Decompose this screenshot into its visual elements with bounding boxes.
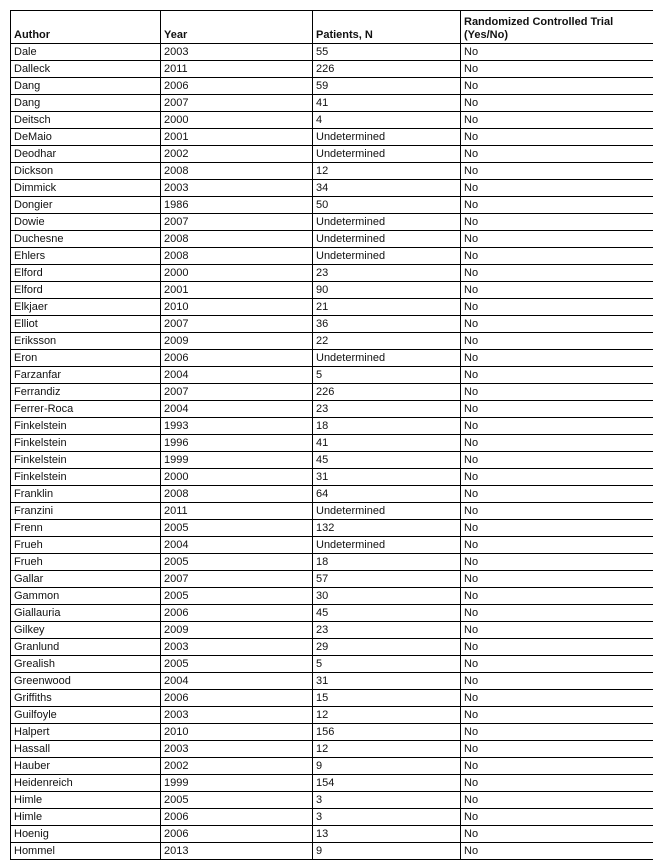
- cell-author: Frueh: [11, 554, 161, 571]
- cell-author: Elford: [11, 265, 161, 282]
- cell-patients: Undetermined: [313, 350, 461, 367]
- cell-patients: 21: [313, 299, 461, 316]
- header-row: [11, 11, 653, 44]
- table-row: [11, 384, 653, 401]
- table-row: [11, 299, 653, 316]
- cell-author: Gammon: [11, 588, 161, 605]
- cell-year: 2013: [161, 843, 313, 860]
- cell-year: 2000: [161, 469, 313, 486]
- cell-year: 2002: [161, 758, 313, 775]
- cell-patients: 55: [313, 44, 461, 61]
- cell-author: Duchesne: [11, 231, 161, 248]
- cell-patients: 226: [313, 384, 461, 401]
- cell-rct: No: [461, 554, 653, 571]
- cell-rct: No: [461, 724, 653, 741]
- cell-author: Giallauria: [11, 605, 161, 622]
- cell-year: 2006: [161, 690, 313, 707]
- table-row: [11, 418, 653, 435]
- table-row: [11, 112, 653, 129]
- cell-patients: Undetermined: [313, 214, 461, 231]
- cell-patients: 31: [313, 673, 461, 690]
- cell-patients: 226: [313, 61, 461, 78]
- cell-author: Dickson: [11, 163, 161, 180]
- cell-year: 1986: [161, 197, 313, 214]
- cell-author: Griffiths: [11, 690, 161, 707]
- cell-rct: No: [461, 520, 653, 537]
- cell-patients: 64: [313, 486, 461, 503]
- cell-patients: 45: [313, 452, 461, 469]
- cell-rct: No: [461, 163, 653, 180]
- cell-author: Dalleck: [11, 61, 161, 78]
- cell-year: 2005: [161, 656, 313, 673]
- cell-author: Dang: [11, 95, 161, 112]
- cell-rct: No: [461, 503, 653, 520]
- cell-patients: 15: [313, 690, 461, 707]
- cell-author: Grealish: [11, 656, 161, 673]
- cell-rct: No: [461, 248, 653, 265]
- cell-rct: No: [461, 418, 653, 435]
- cell-patients: 18: [313, 418, 461, 435]
- cell-year: 2004: [161, 537, 313, 554]
- cell-rct: No: [461, 639, 653, 656]
- cell-rct: No: [461, 707, 653, 724]
- table-header: [11, 11, 653, 44]
- cell-author: Deodhar: [11, 146, 161, 163]
- cell-rct: No: [461, 265, 653, 282]
- cell-rct: No: [461, 350, 653, 367]
- cell-patients: 154: [313, 775, 461, 792]
- table-row: [11, 775, 653, 792]
- cell-rct: No: [461, 588, 653, 605]
- cell-patients: 13: [313, 826, 461, 843]
- cell-year: 2005: [161, 792, 313, 809]
- cell-rct: No: [461, 214, 653, 231]
- cell-year: 2003: [161, 639, 313, 656]
- cell-patients: 12: [313, 707, 461, 724]
- table-row: [11, 486, 653, 503]
- cell-author: Hoenig: [11, 826, 161, 843]
- cell-author: Hommel: [11, 843, 161, 860]
- cell-year: 1999: [161, 775, 313, 792]
- cell-year: 2007: [161, 316, 313, 333]
- cell-rct: No: [461, 843, 653, 860]
- table-row: [11, 44, 653, 61]
- cell-author: Dang: [11, 78, 161, 95]
- cell-author: DeMaio: [11, 129, 161, 146]
- cell-author: Gilkey: [11, 622, 161, 639]
- cell-author: Franzini: [11, 503, 161, 520]
- column-header-patients: Patients, N: [313, 11, 461, 44]
- cell-rct: No: [461, 401, 653, 418]
- table-row: [11, 622, 653, 639]
- cell-rct: No: [461, 299, 653, 316]
- table-row: [11, 367, 653, 384]
- cell-patients: 4: [313, 112, 461, 129]
- cell-year: 2000: [161, 265, 313, 282]
- cell-patients: 23: [313, 622, 461, 639]
- table-row: [11, 265, 653, 282]
- cell-year: 2011: [161, 503, 313, 520]
- cell-year: 2004: [161, 673, 313, 690]
- cell-rct: No: [461, 316, 653, 333]
- cell-patients: 41: [313, 95, 461, 112]
- cell-patients: 156: [313, 724, 461, 741]
- cell-year: 2004: [161, 401, 313, 418]
- table-row: [11, 724, 653, 741]
- cell-year: 2007: [161, 571, 313, 588]
- cell-patients: 36: [313, 316, 461, 333]
- cell-author: Frenn: [11, 520, 161, 537]
- cell-rct: No: [461, 486, 653, 503]
- cell-year: 2003: [161, 180, 313, 197]
- cell-patients: 34: [313, 180, 461, 197]
- cell-year: 2007: [161, 384, 313, 401]
- cell-rct: No: [461, 180, 653, 197]
- cell-author: Himle: [11, 792, 161, 809]
- cell-patients: 45: [313, 605, 461, 622]
- cell-rct: No: [461, 758, 653, 775]
- cell-patients: Undetermined: [313, 537, 461, 554]
- cell-rct: No: [461, 435, 653, 452]
- cell-author: Ferrer-Roca: [11, 401, 161, 418]
- table-row: [11, 537, 653, 554]
- cell-rct: No: [461, 741, 653, 758]
- cell-year: 2010: [161, 299, 313, 316]
- cell-rct: No: [461, 61, 653, 78]
- cell-rct: No: [461, 146, 653, 163]
- studies-table: [10, 10, 653, 860]
- cell-patients: 57: [313, 571, 461, 588]
- cell-patients: 30: [313, 588, 461, 605]
- cell-patients: Undetermined: [313, 231, 461, 248]
- cell-rct: No: [461, 605, 653, 622]
- cell-year: 2005: [161, 554, 313, 571]
- cell-year: 2004: [161, 367, 313, 384]
- cell-patients: 23: [313, 401, 461, 418]
- cell-rct: No: [461, 775, 653, 792]
- cell-author: Dowie: [11, 214, 161, 231]
- cell-rct: No: [461, 231, 653, 248]
- cell-year: 2006: [161, 78, 313, 95]
- table-row: [11, 588, 653, 605]
- table-body: [11, 44, 653, 860]
- cell-patients: 12: [313, 163, 461, 180]
- cell-patients: 31: [313, 469, 461, 486]
- cell-author: Heidenreich: [11, 775, 161, 792]
- table-row: [11, 503, 653, 520]
- cell-author: Frueh: [11, 537, 161, 554]
- cell-patients: 41: [313, 435, 461, 452]
- table-row: [11, 163, 653, 180]
- cell-year: 1996: [161, 435, 313, 452]
- cell-year: 2009: [161, 333, 313, 350]
- table-row: [11, 214, 653, 231]
- cell-patients: 23: [313, 265, 461, 282]
- cell-patients: 9: [313, 758, 461, 775]
- cell-patients: 18: [313, 554, 461, 571]
- cell-author: Dale: [11, 44, 161, 61]
- table-row: [11, 95, 653, 112]
- cell-year: 2006: [161, 605, 313, 622]
- cell-year: 2008: [161, 231, 313, 248]
- cell-year: 2009: [161, 622, 313, 639]
- cell-year: 2005: [161, 588, 313, 605]
- cell-author: Elford: [11, 282, 161, 299]
- cell-patients: Undetermined: [313, 146, 461, 163]
- table-row: [11, 571, 653, 588]
- cell-patients: 9: [313, 843, 461, 860]
- table-row: [11, 248, 653, 265]
- column-header-author: Author: [11, 11, 161, 44]
- cell-rct: No: [461, 367, 653, 384]
- cell-rct: No: [461, 333, 653, 350]
- cell-patients: 29: [313, 639, 461, 656]
- cell-year: 1993: [161, 418, 313, 435]
- table-row: [11, 826, 653, 843]
- cell-year: 2001: [161, 129, 313, 146]
- cell-year: 2001: [161, 282, 313, 299]
- cell-rct: No: [461, 95, 653, 112]
- cell-author: Hauber: [11, 758, 161, 775]
- cell-author: Eriksson: [11, 333, 161, 350]
- cell-year: 2003: [161, 707, 313, 724]
- cell-patients: 59: [313, 78, 461, 95]
- cell-rct: No: [461, 469, 653, 486]
- table-row: [11, 758, 653, 775]
- cell-patients: 3: [313, 809, 461, 826]
- cell-author: Farzanfar: [11, 367, 161, 384]
- table-row: [11, 146, 653, 163]
- cell-year: 2010: [161, 724, 313, 741]
- cell-rct: No: [461, 384, 653, 401]
- cell-patients: Undetermined: [313, 129, 461, 146]
- cell-author: Ferrandiz: [11, 384, 161, 401]
- cell-year: 2006: [161, 350, 313, 367]
- cell-rct: No: [461, 571, 653, 588]
- cell-rct: No: [461, 809, 653, 826]
- cell-rct: No: [461, 826, 653, 843]
- cell-author: Finkelstein: [11, 435, 161, 452]
- cell-year: 2008: [161, 163, 313, 180]
- cell-year: 2003: [161, 741, 313, 758]
- cell-author: Ehlers: [11, 248, 161, 265]
- cell-rct: No: [461, 656, 653, 673]
- cell-author: Franklin: [11, 486, 161, 503]
- cell-author: Dongier: [11, 197, 161, 214]
- table-row: [11, 316, 653, 333]
- cell-rct: No: [461, 622, 653, 639]
- cell-rct: No: [461, 792, 653, 809]
- table-row: [11, 197, 653, 214]
- table-row: [11, 690, 653, 707]
- table-row: [11, 435, 653, 452]
- cell-patients: 5: [313, 656, 461, 673]
- cell-author: Hassall: [11, 741, 161, 758]
- table-row: [11, 520, 653, 537]
- cell-year: 2000: [161, 112, 313, 129]
- cell-year: 2002: [161, 146, 313, 163]
- table-row: [11, 605, 653, 622]
- cell-patients: Undetermined: [313, 503, 461, 520]
- cell-year: 2006: [161, 809, 313, 826]
- table-row: [11, 656, 653, 673]
- cell-author: Finkelstein: [11, 469, 161, 486]
- cell-author: Halpert: [11, 724, 161, 741]
- cell-author: Himle: [11, 809, 161, 826]
- table-row: [11, 673, 653, 690]
- cell-patients: 3: [313, 792, 461, 809]
- cell-patients: Undetermined: [313, 248, 461, 265]
- cell-year: 2011: [161, 61, 313, 78]
- cell-author: Elkjaer: [11, 299, 161, 316]
- cell-rct: No: [461, 452, 653, 469]
- cell-author: Greenwood: [11, 673, 161, 690]
- cell-patients: 90: [313, 282, 461, 299]
- table-row: [11, 843, 653, 860]
- cell-year: 2008: [161, 486, 313, 503]
- cell-author: Finkelstein: [11, 418, 161, 435]
- table-row: [11, 231, 653, 248]
- cell-rct: No: [461, 673, 653, 690]
- table-row: [11, 554, 653, 571]
- table-row: [11, 282, 653, 299]
- cell-author: Dimmick: [11, 180, 161, 197]
- table-row: [11, 350, 653, 367]
- cell-rct: No: [461, 197, 653, 214]
- table-row: [11, 78, 653, 95]
- cell-author: Finkelstein: [11, 452, 161, 469]
- table-row: [11, 180, 653, 197]
- cell-rct: No: [461, 112, 653, 129]
- cell-year: 2003: [161, 44, 313, 61]
- cell-rct: No: [461, 44, 653, 61]
- cell-rct: No: [461, 282, 653, 299]
- table-row: [11, 401, 653, 418]
- cell-year: 2007: [161, 95, 313, 112]
- cell-author: Eron: [11, 350, 161, 367]
- cell-patients: 22: [313, 333, 461, 350]
- table-row: [11, 61, 653, 78]
- cell-rct: No: [461, 537, 653, 554]
- table-row: [11, 333, 653, 350]
- cell-patients: 50: [313, 197, 461, 214]
- cell-rct: No: [461, 129, 653, 146]
- cell-author: Deitsch: [11, 112, 161, 129]
- cell-rct: No: [461, 690, 653, 707]
- table-row: [11, 469, 653, 486]
- table-row: [11, 639, 653, 656]
- table-row: [11, 741, 653, 758]
- table-row: [11, 792, 653, 809]
- cell-year: 2005: [161, 520, 313, 537]
- cell-year: 2008: [161, 248, 313, 265]
- cell-patients: 132: [313, 520, 461, 537]
- cell-patients: 5: [313, 367, 461, 384]
- cell-patients: 12: [313, 741, 461, 758]
- cell-author: Granlund: [11, 639, 161, 656]
- cell-author: Gallar: [11, 571, 161, 588]
- cell-author: Elliot: [11, 316, 161, 333]
- cell-year: 1999: [161, 452, 313, 469]
- cell-rct: No: [461, 78, 653, 95]
- cell-author: Guilfoyle: [11, 707, 161, 724]
- cell-year: 2007: [161, 214, 313, 231]
- column-header-rct: Randomized Controlled Trial (Yes/No): [461, 11, 653, 44]
- table-row: [11, 129, 653, 146]
- table-row: [11, 707, 653, 724]
- table-row: [11, 809, 653, 826]
- table-row: [11, 452, 653, 469]
- column-header-year: Year: [161, 11, 313, 44]
- cell-year: 2006: [161, 826, 313, 843]
